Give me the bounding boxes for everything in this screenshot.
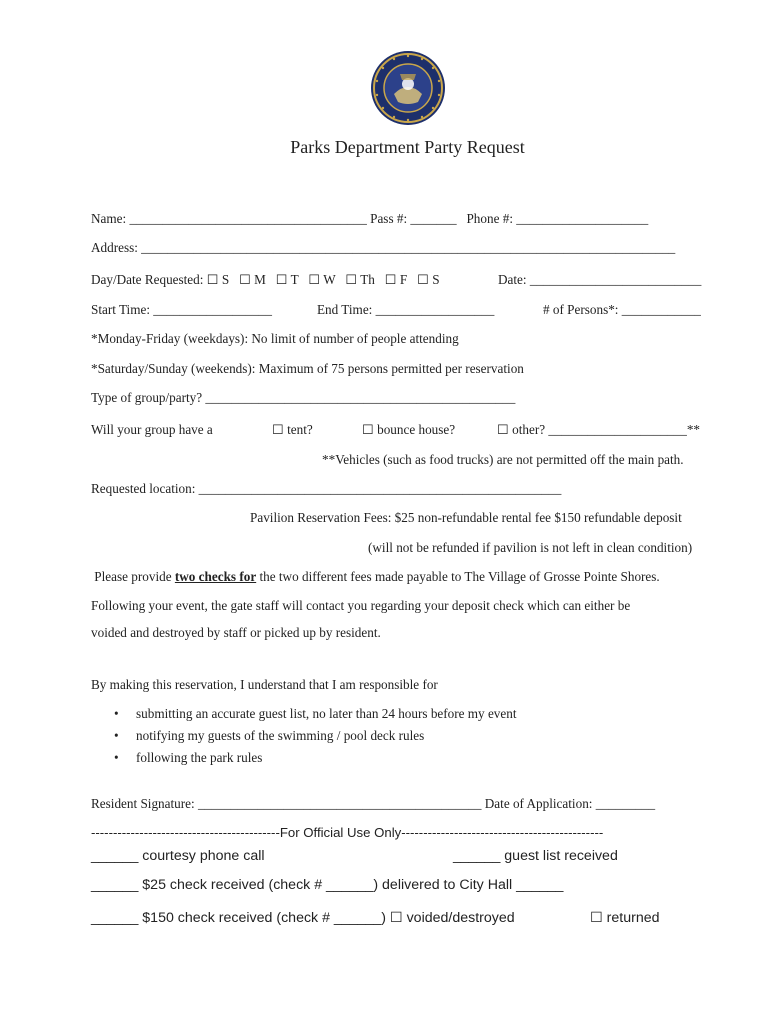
check-25-field[interactable]: ______ $25 check received (check # ______) delivered to City Hall ______ [91,877,564,893]
responsible-text: By making this reservation, I understand that I am responsible for [91,677,438,692]
page-title: Parks Department Party Request [290,137,525,157]
responsibility-list [108,706,517,772]
start-time-field[interactable]: Start Time: __________________ [91,302,272,317]
village-seal-logo [370,50,446,126]
checks-sentence [91,569,660,585]
bounce-house-checkbox[interactable]: ☐ bounce house? [362,422,456,437]
group-type-field[interactable]: Type of group/party? _______________________________________________ [91,390,516,405]
signature-line[interactable]: Resident Signature: ___________________________________________ Date of Application: _________ [91,796,656,811]
weekend-note: *Saturday/Sunday (weekends): Maximum of 75 persons permitted per reservation [91,361,524,376]
following-text-2: voided and destroyed by staff or picked up by resident. [91,625,381,640]
pavilion-fees: Pavilion Reservation Fees: $25 non-refundable rental fee $150 refundable deposit [250,510,682,525]
returned-checkbox[interactable]: ☐ returned [590,910,660,926]
vehicles-note: **Vehicles (such as food trucks) are not permitted off the main path. [322,452,684,467]
tent-checkbox[interactable]: ☐ tent? [272,422,313,437]
checks-emphasis: two checks for [174,569,257,584]
check-150-field[interactable]: ______ $150 check received (check # ______) ☐ voided/destroyed [91,910,515,926]
name-pass-phone-line[interactable]: Name: ____________________________________ Pass #: _______ Phone #: ____________________ [91,211,649,226]
following-text-1: Following your event, the gate staff will contact you regarding your deposit check which can either be [91,598,631,613]
list-item: • following the park rules [108,750,517,772]
weekday-note: *Monday-Friday (weekdays): No limit of number of people attending [91,331,459,346]
guest-list-field[interactable]: ______ guest list received [453,848,618,864]
persons-field[interactable]: # of Persons*: ____________ [543,302,701,317]
address-line[interactable]: Address: _________________________________________________________________________________ [91,240,676,255]
day-requested-checkboxes[interactable]: Day/Date Requested: ☐ S ☐ M ☐ T ☐ W ☐ Th ☐ F ☐ S [91,272,440,287]
end-time-field[interactable]: End Time: __________________ [317,302,495,317]
courtesy-call-field[interactable]: ______ courtesy phone call [91,848,265,864]
will-have-label: Will your group have a [91,422,213,437]
requested-location-field[interactable]: Requested location: _______________________________________________________ [91,481,562,496]
list-item: • submitting an accurate guest list, no later than 24 hours before my event [108,706,517,728]
checks-post: the two different fees made payable to The Village of Grosse Pointe Shores. [256,569,660,584]
fees-note: (will not be refunded if pavilion is not left in clean condition) [368,540,693,555]
date-field[interactable]: Date: __________________________ [498,272,702,287]
checks-pre: Please provide [91,569,175,584]
list-item: • notifying my guests of the swimming / pool deck rules [108,728,517,750]
official-use-header: -------------------------------------------For Official Use Only---------------------------------------------- [91,825,604,840]
other-checkbox[interactable]: ☐ other? _____________________** [497,422,701,437]
